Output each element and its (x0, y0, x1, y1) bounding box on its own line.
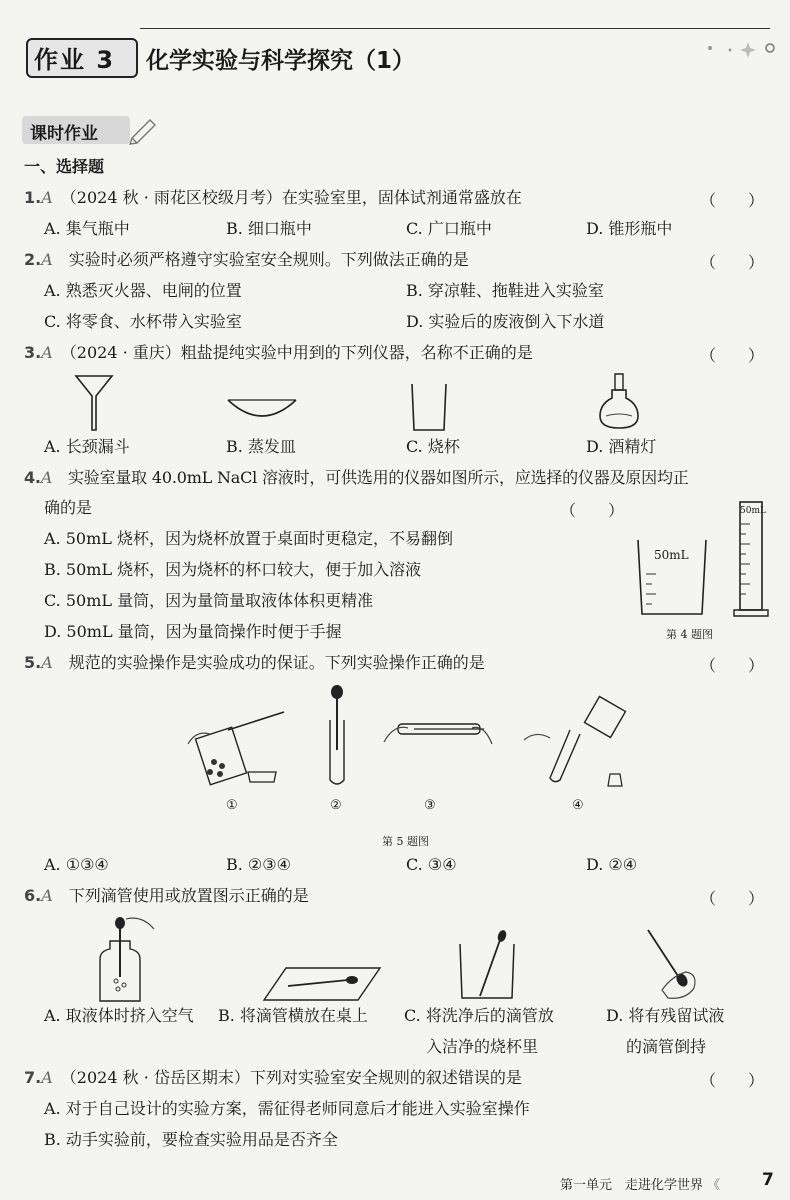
q4-option-a[interactable]: A. 50mL 烧杯，因为烧杯放置于桌面时更稳定，不易翻倒 (44, 529, 453, 548)
q4-level: A (40, 468, 53, 487)
q5-option-b[interactable]: B. ②③④ (226, 855, 291, 874)
beaker-icon (410, 382, 448, 432)
q6-stem (24, 886, 309, 906)
q1-stem-text: （2024 秋 · 雨花区校级月考）在实验室里，固体试剂通常盛放在 (68, 188, 522, 207)
q6-option-d-line2: 的滴管倒持 (626, 1037, 707, 1056)
q2-stem (24, 250, 469, 270)
q1-level: A (41, 188, 53, 207)
q1-option-c[interactable]: C. 广口瓶中 (406, 219, 492, 238)
pencil-icon (128, 114, 158, 144)
q3-stem (24, 343, 533, 363)
q4-option-c[interactable]: C. 50mL 量筒，因为量筒量取液体体积更精准 (44, 591, 374, 610)
q6-stem-text: 下列滴管使用或放置图示正确的是 (68, 886, 309, 905)
q4-figure-caption: 第 4 题图 (666, 628, 713, 641)
q7-stem-text: （2024 秋 · 岱岳区期末）下列对实验室安全规则的叙述错误的是 (68, 1068, 522, 1087)
q2-stem-text: 实验时必须严格遵守实验室安全规则。下列做法正确的是 (68, 250, 469, 269)
footer-unit-text: 第一单元 走进化学世界 (560, 1178, 704, 1193)
q2-option-d[interactable]: D. 实验后的废液倒入下水道 (406, 312, 605, 331)
q2-number: 2. (24, 250, 42, 269)
q5-marker-1: ① (226, 798, 238, 813)
q3-option-c[interactable]: C. 烧杯 (406, 437, 460, 456)
q3-stem-text: （2024 · 重庆）粗盐提纯实验中用到的下列仪器，名称不正确的是 (68, 343, 533, 362)
q4-number: 4. (24, 468, 41, 487)
q5-option-a[interactable]: A. ①③④ (44, 855, 109, 874)
q3-level: A (41, 343, 53, 362)
q1-option-b[interactable]: B. 细口瓶中 (226, 219, 312, 238)
graduated-cylinder-figure (732, 500, 772, 620)
q5-figure-caption: 第 5 题图 (382, 835, 429, 848)
q3-option-b[interactable]: B. 蒸发皿 (226, 437, 296, 456)
funnel-icon (74, 372, 114, 432)
q1-answer-bracket[interactable]: （ ） (700, 191, 765, 210)
section-heading: 一、选择题 (24, 157, 105, 176)
section-tag: 课时作业 (30, 124, 98, 144)
decor-sparkle-icon (700, 38, 780, 58)
footer-unit (560, 1174, 720, 1193)
assignment-number: 作业 3 (34, 46, 116, 74)
q5-marker-2: ② (330, 798, 342, 813)
q1-option-d[interactable]: D. 锥形瓶中 (586, 219, 673, 238)
q6-answer-bracket[interactable]: （ ） (700, 889, 765, 908)
q6-option-c-line2: 入洁净的烧杯里 (426, 1037, 539, 1056)
q4-beaker-label: 50mL (654, 548, 689, 562)
q5-fig4-pouring-liquid (520, 690, 640, 790)
q2-answer-bracket[interactable]: （ ） (700, 253, 765, 272)
q5-option-c[interactable]: C. ③④ (406, 855, 457, 874)
q5-option-d[interactable]: D. ②④ (586, 855, 638, 874)
q6-fig-d-dropper-inverted (642, 926, 702, 1002)
q7-option-b[interactable]: B. 动手实验前，要检查实验用品是否齐全 (44, 1130, 338, 1149)
q1-number: 1. (24, 188, 42, 207)
footer-arrows: 《 (707, 1178, 721, 1193)
page-number: 7 (762, 1170, 774, 1190)
page-title: 化学实验与科学探究（1） (146, 48, 416, 74)
q5-level: A (41, 653, 53, 672)
q5-fig3-horizontal-tube (384, 708, 494, 768)
q5-number: 5. (24, 653, 42, 672)
alcohol-lamp-icon (598, 372, 640, 432)
q3-option-d[interactable]: D. 酒精灯 (586, 437, 657, 456)
q5-stem (24, 653, 485, 673)
q6-fig-c-dropper-in-beaker (456, 930, 526, 1000)
q7-level: A (41, 1068, 53, 1087)
q7-stem (24, 1068, 522, 1088)
q5-fig1-dispensing-solid (188, 700, 298, 792)
q6-level: A (41, 886, 53, 905)
q5-answer-bracket[interactable]: （ ） (700, 656, 765, 675)
q6-fig-a-squeeze-in-bottle (92, 915, 156, 1003)
evaporating-dish-icon (226, 392, 298, 426)
q4-option-d[interactable]: D. 50mL 量筒，因为量筒操作时便于手握 (44, 622, 342, 641)
q4-cylinder-label: 50mL (740, 506, 766, 516)
q4-option-b[interactable]: B. 50mL 烧杯，因为烧杯的杯口较大，便于加入溶液 (44, 560, 422, 579)
q6-number: 6. (24, 886, 42, 905)
q7-number: 7. (24, 1068, 42, 1087)
q2-option-c[interactable]: C. 将零食、水杯带入实验室 (44, 312, 242, 331)
q3-number: 3. (24, 343, 42, 362)
q3-answer-bracket[interactable]: （ ） (700, 346, 765, 365)
q6-fig-b-dropper-on-table (262, 966, 382, 1002)
q2-level: A (41, 250, 53, 269)
q4-stem-line2: 确的是 (44, 498, 93, 517)
q4-stem-text: 实验室量取 40.0mL NaCl 溶液时，可供选用的仪器如图所示，应选择的仪器及原因均正 (67, 468, 689, 487)
q6-option-d[interactable]: D. 将有残留试液 (606, 1006, 725, 1025)
q1-stem (24, 188, 522, 208)
q2-option-a[interactable]: A. 熟悉灭火器、电闸的位置 (44, 281, 242, 300)
q5-stem-text: 规范的实验操作是实验成功的保证。下列实验操作正确的是 (68, 653, 485, 672)
q6-option-b[interactable]: B. 将滴管横放在桌上 (218, 1006, 368, 1025)
q6-option-a[interactable]: A. 取液体时挤入空气 (44, 1006, 194, 1025)
q4-answer-bracket[interactable]: （ ） (560, 501, 625, 520)
q1-option-a[interactable]: A. 集气瓶中 (44, 219, 130, 238)
q2-option-b[interactable]: B. 穿凉鞋、拖鞋进入实验室 (406, 281, 604, 300)
q7-answer-bracket[interactable]: （ ） (700, 1071, 765, 1090)
q5-marker-4: ④ (572, 798, 584, 813)
q3-option-a[interactable]: A. 长颈漏斗 (44, 437, 130, 456)
q5-fig2-dropper-in-tube (322, 684, 352, 794)
q7-option-a[interactable]: A. 对于自己设计的实验方案，需征得老师同意后才能进入实验室操作 (44, 1099, 530, 1118)
q4-stem (24, 468, 689, 488)
q5-marker-3: ③ (424, 798, 436, 813)
q6-option-c[interactable]: C. 将洗净后的滴管放 (404, 1006, 554, 1025)
header-rule (140, 28, 770, 29)
